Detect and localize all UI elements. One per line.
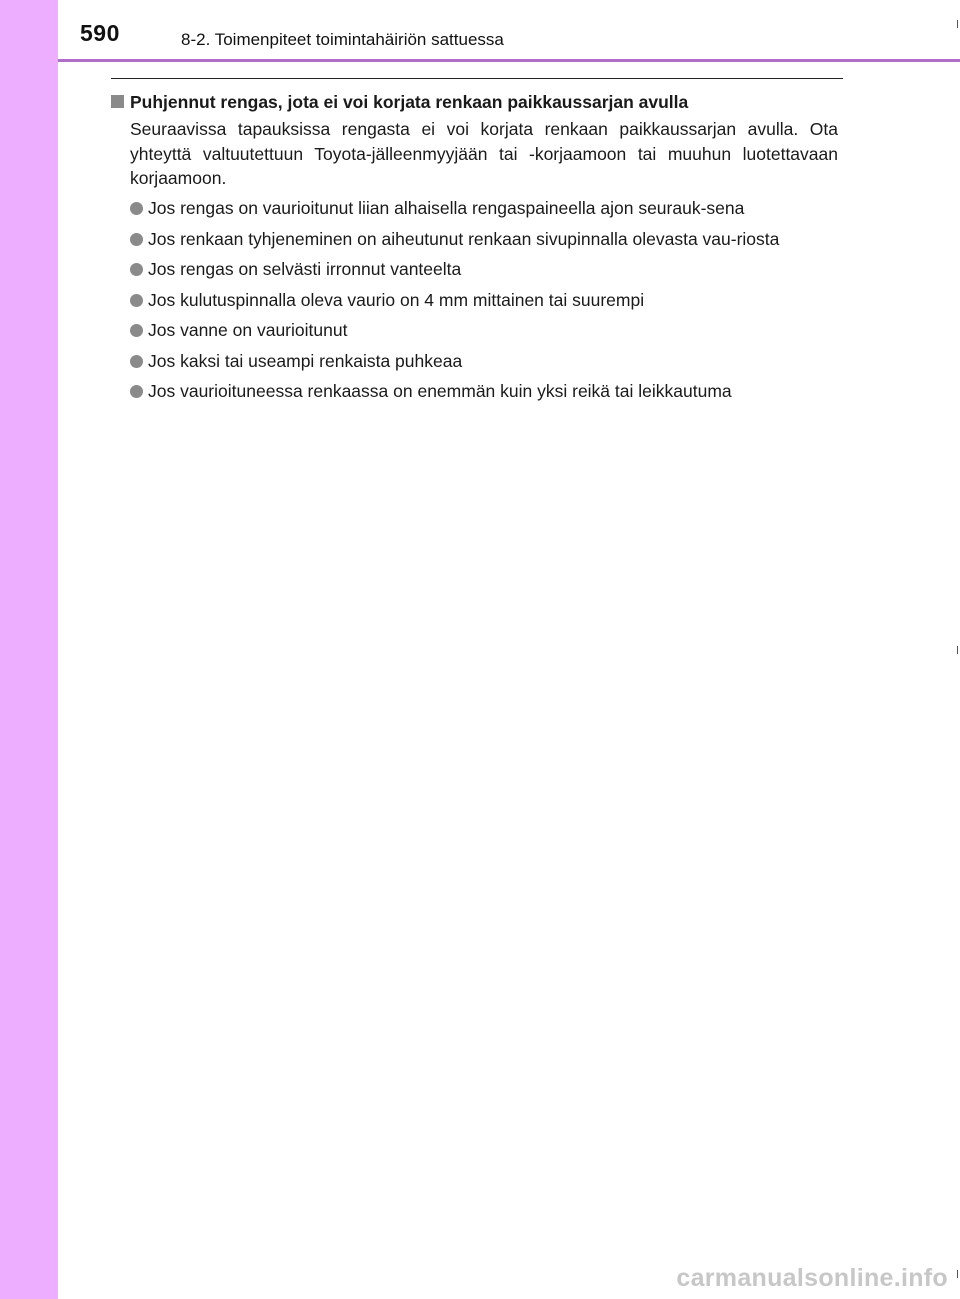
crop-mark [957, 646, 958, 654]
crop-mark [957, 1270, 958, 1278]
circle-bullet-icon [130, 202, 143, 215]
list-item [130, 227, 842, 252]
header-divider [58, 59, 960, 62]
list-item-text: Jos vanne on vaurioitunut [148, 320, 348, 340]
circle-bullet-icon [130, 233, 143, 246]
list-item-text: Jos rengas on vaurioitunut liian alhaisella rengaspaineella ajon seurauk-sena [148, 198, 745, 218]
square-bullet-icon [111, 95, 124, 108]
circle-bullet-icon [130, 355, 143, 368]
list-item [130, 257, 842, 282]
list-item-text: Jos renkaan tyhjeneminen on aiheutunut renkaan sivupinnalla olevasta vau-riosta [148, 228, 780, 249]
list-item [130, 288, 842, 313]
watermark: carmanualsonline.info [676, 1264, 948, 1292]
list-item-text: Jos vaurioituneessa renkaassa on enemmän kuin yksi reikä tai leikkautuma [148, 381, 732, 401]
list-item-text: Jos kulutuspinnalla oleva vaurio on 4 mm mittainen tai suurempi [148, 289, 645, 310]
circle-bullet-icon [130, 263, 143, 276]
circle-bullet-icon [130, 385, 143, 398]
list-item-text: Jos kaksi tai useampi renkaista puhkeaa [148, 350, 463, 371]
page-number: 590 [80, 20, 120, 46]
circle-bullet-icon [130, 294, 143, 307]
list-item [130, 196, 842, 221]
circle-bullet-icon [130, 324, 143, 337]
content-top-rule [111, 78, 843, 79]
list-item [130, 318, 842, 343]
intro-paragraph: Seuraavissa tapauksissa rengasta ei voi korjata renkaan paikkaussarjan avulla. Ota yhteyttä valtuutettuun Toyota-jälleenmyyjään tai -korjaamoon tai muuhun luotettavaan korjaamoon. [130, 119, 838, 188]
section-title: 8-2. Toimenpiteet toimintahäiriön sattuessa [181, 30, 504, 49]
side-color-strip [0, 0, 58, 1299]
crop-mark [957, 20, 958, 28]
list-item [130, 379, 842, 404]
list-item [130, 349, 842, 374]
bullet-list [130, 196, 842, 410]
subsection-heading-text: Puhjennut rengas, jota ei voi korjata renkaan paikkaussarjan avulla [130, 92, 689, 112]
subsection-heading [111, 90, 851, 114]
list-item-text: Jos rengas on selvästi irronnut vanteelta [148, 259, 462, 279]
